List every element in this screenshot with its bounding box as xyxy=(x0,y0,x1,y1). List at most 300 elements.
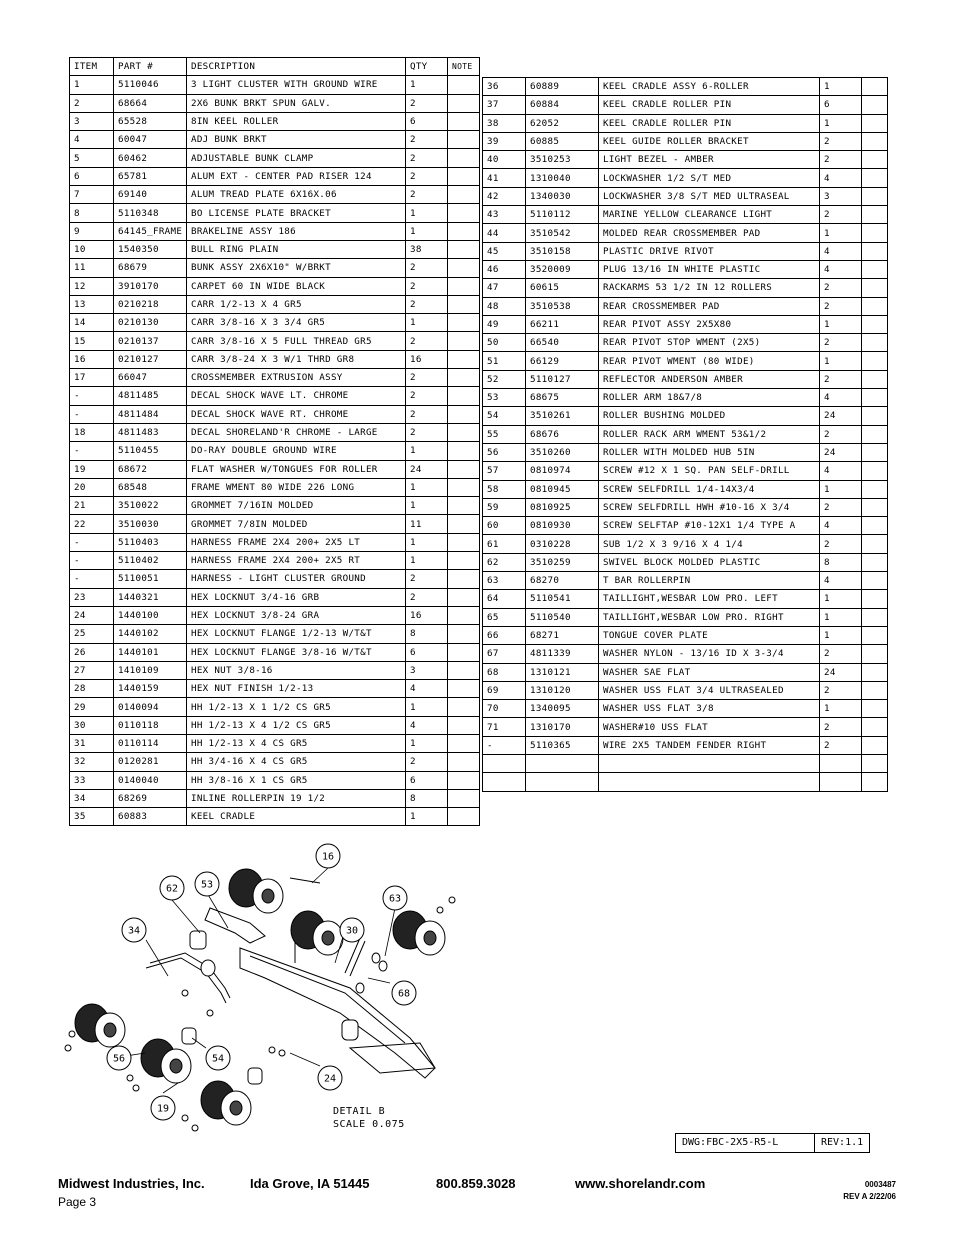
note-cell xyxy=(448,204,480,222)
detail-title: DETAIL B xyxy=(333,1106,386,1117)
item-cell: 12 xyxy=(70,277,114,295)
table-row xyxy=(483,370,888,388)
part-number-cell xyxy=(526,773,599,791)
part-number-cell: 66211 xyxy=(526,315,599,333)
qty-cell: 2 xyxy=(406,186,448,204)
note-cell xyxy=(862,389,888,407)
description-cell: TAILLIGHT,WESBAR LOW PRO. LEFT xyxy=(599,590,820,608)
note-cell xyxy=(448,405,480,423)
table-row xyxy=(70,570,480,588)
qty-cell: 8 xyxy=(406,789,448,807)
description-cell: CARR 3/8-16 X 5 FULL THREAD GR5 xyxy=(187,332,406,350)
part-number-cell: 68679 xyxy=(114,259,187,277)
description-cell: SCREW SELFDRILL HWH #10-16 X 3/4 xyxy=(599,498,820,516)
note-cell xyxy=(448,222,480,240)
table-header-row xyxy=(70,58,480,76)
company-name: Midwest Industries, Inc. xyxy=(58,1176,205,1191)
note-cell xyxy=(862,224,888,242)
item-cell: 45 xyxy=(483,242,526,260)
part-number-cell: 1410109 xyxy=(114,661,187,679)
note-cell xyxy=(448,149,480,167)
part-number-cell: 3510253 xyxy=(526,151,599,169)
qty-cell: 2 xyxy=(406,259,448,277)
qty-cell: 2 xyxy=(820,279,862,297)
note-cell xyxy=(448,808,480,826)
part-number-cell: 68676 xyxy=(526,425,599,443)
qty-cell: 1 xyxy=(820,480,862,498)
item-cell: 67 xyxy=(483,645,526,663)
qty-cell: 2 xyxy=(820,334,862,352)
description-cell: SUB 1/2 X 3 9/16 X 4 1/4 xyxy=(599,535,820,553)
item-cell: 25 xyxy=(70,625,114,643)
item-cell: 36 xyxy=(483,78,526,96)
table-row xyxy=(70,552,480,570)
description-cell: REAR PIVOT WMENT (80 WIDE) xyxy=(599,352,820,370)
item-cell: 35 xyxy=(70,808,114,826)
note-cell xyxy=(448,515,480,533)
description-cell: DECAL SHORELAND'R CHROME - LARGE xyxy=(187,423,406,441)
note-cell xyxy=(448,167,480,185)
note-cell xyxy=(448,789,480,807)
table-row xyxy=(483,352,888,370)
qty-cell: 3 xyxy=(406,661,448,679)
item-cell: 70 xyxy=(483,700,526,718)
table-row xyxy=(483,517,888,535)
note-cell xyxy=(448,478,480,496)
note-cell xyxy=(862,718,888,736)
part-number-cell: 0110114 xyxy=(114,734,187,752)
table-row xyxy=(70,478,480,496)
description-cell: ROLLER ARM 18&7/8 xyxy=(599,389,820,407)
note-cell xyxy=(862,352,888,370)
qty-cell: 2 xyxy=(406,588,448,606)
item-cell: 69 xyxy=(483,681,526,699)
note-cell xyxy=(448,716,480,734)
table-row xyxy=(483,700,888,718)
part-number-cell: 0140094 xyxy=(114,698,187,716)
part-number-cell: 3510022 xyxy=(114,497,187,515)
table-row xyxy=(70,661,480,679)
table-row xyxy=(483,242,888,260)
table-row xyxy=(70,350,480,368)
note-cell xyxy=(448,259,480,277)
description-cell: WASHER#10 USS FLAT xyxy=(599,718,820,736)
note-cell xyxy=(862,480,888,498)
item-cell: 60 xyxy=(483,517,526,535)
qty-cell: 2 xyxy=(406,167,448,185)
table-row xyxy=(483,754,888,772)
callout-label: 19 xyxy=(156,1103,170,1115)
item-cell: 7 xyxy=(70,186,114,204)
description-cell: KEEL CRADLE xyxy=(187,808,406,826)
part-number-cell: 60885 xyxy=(526,132,599,150)
callout-label: 56 xyxy=(112,1053,126,1065)
note-cell xyxy=(862,462,888,480)
keel-cradle-shape xyxy=(350,1043,435,1073)
part-number-cell: 1340095 xyxy=(526,700,599,718)
table-row xyxy=(70,734,480,752)
note-cell xyxy=(448,698,480,716)
description-cell: REAR PIVOT STOP WMENT (2X5) xyxy=(599,334,820,352)
part-number-cell: 69140 xyxy=(114,186,187,204)
item-cell: 39 xyxy=(483,132,526,150)
qty-cell: 2 xyxy=(820,718,862,736)
table-row xyxy=(483,681,888,699)
description-cell xyxy=(599,773,820,791)
description-cell: HARNESS FRAME 2X4 200+ 2X5 LT xyxy=(187,533,406,551)
swivel-block-shape xyxy=(190,931,206,949)
description-cell: ROLLER WITH MOLDED HUB 5IN xyxy=(599,443,820,461)
part-number-cell: 3510538 xyxy=(526,297,599,315)
table-row xyxy=(70,771,480,789)
roller-icon xyxy=(75,1004,125,1047)
qty-cell: 1 xyxy=(406,698,448,716)
note-cell xyxy=(448,680,480,698)
callout-bubble xyxy=(122,918,146,942)
part-number-cell: 0810930 xyxy=(526,517,599,535)
table-row xyxy=(483,553,888,571)
note-cell xyxy=(448,753,480,771)
callout-bubble xyxy=(107,1046,131,1070)
note-cell xyxy=(862,443,888,461)
part-number-cell: 4811485 xyxy=(114,387,187,405)
description-cell: REAR PIVOT ASSY 2X5X80 xyxy=(599,315,820,333)
callout-bubble xyxy=(151,1096,175,1120)
qty-cell: 4 xyxy=(406,716,448,734)
qty-cell: 1 xyxy=(820,114,862,132)
note-cell xyxy=(862,206,888,224)
note-cell xyxy=(862,663,888,681)
item-cell: 13 xyxy=(70,295,114,313)
table-row xyxy=(483,206,888,224)
item-cell: 18 xyxy=(70,423,114,441)
description-cell: ALUM EXT - CENTER PAD RISER 124 xyxy=(187,167,406,185)
description-cell: SCREW #12 X 1 SQ. PAN SELF-DRILL xyxy=(599,462,820,480)
item-cell: 62 xyxy=(483,553,526,571)
qty-cell: 2 xyxy=(406,332,448,350)
item-cell: 71 xyxy=(483,718,526,736)
description-cell: WASHER USS FLAT 3/8 xyxy=(599,700,820,718)
note-cell xyxy=(448,387,480,405)
table-row xyxy=(70,369,480,387)
note-cell xyxy=(862,279,888,297)
description-cell: GROMMET 7/16IN MOLDED xyxy=(187,497,406,515)
item-cell: 3 xyxy=(70,112,114,130)
document-number: 0003487 xyxy=(864,1180,896,1189)
note-cell xyxy=(862,681,888,699)
qty-cell: 4 xyxy=(820,462,862,480)
description-cell: MARINE YELLOW CLEARANCE LIGHT xyxy=(599,206,820,224)
note-cell xyxy=(448,112,480,130)
description-cell xyxy=(599,754,820,772)
part-number-cell: 5110051 xyxy=(114,570,187,588)
part-number-cell: 68664 xyxy=(114,94,187,112)
qty-cell: 2 xyxy=(406,753,448,771)
table-row xyxy=(483,498,888,516)
qty-cell: 2 xyxy=(820,645,862,663)
description-cell: HEX LOCKNUT 3/8-24 GRA xyxy=(187,606,406,624)
part-number-cell: 0210130 xyxy=(114,314,187,332)
note-cell xyxy=(448,186,480,204)
part-number-cell: 60462 xyxy=(114,149,187,167)
part-number-cell: 0810925 xyxy=(526,498,599,516)
qty-cell: 1 xyxy=(820,352,862,370)
table-row xyxy=(70,76,480,94)
callout-bubble xyxy=(316,844,340,868)
qty-cell: 2 xyxy=(820,206,862,224)
note-cell xyxy=(862,334,888,352)
item-cell: 9 xyxy=(70,222,114,240)
description-cell: CROSSMEMBER EXTRUSION ASSY xyxy=(187,369,406,387)
note-cell xyxy=(862,553,888,571)
column-header: PART # xyxy=(114,58,187,76)
table-row xyxy=(70,112,480,130)
qty-cell: 1 xyxy=(406,808,448,826)
table-row xyxy=(70,753,480,771)
table-row xyxy=(70,533,480,551)
qty-cell: 8 xyxy=(406,625,448,643)
qty-cell: 8 xyxy=(820,553,862,571)
description-cell: LOCKWASHER 1/2 S/T MED xyxy=(599,169,820,187)
part-number-cell: 60615 xyxy=(526,279,599,297)
table-row xyxy=(483,645,888,663)
note-cell xyxy=(862,498,888,516)
note-cell xyxy=(448,497,480,515)
table-row xyxy=(483,736,888,754)
item-cell: 41 xyxy=(483,169,526,187)
table-row xyxy=(483,224,888,242)
description-cell: BULL RING PLAIN xyxy=(187,240,406,258)
item-cell: 11 xyxy=(70,259,114,277)
company-location: Ida Grove, IA 51445 xyxy=(250,1176,370,1191)
table-row xyxy=(483,718,888,736)
part-number-cell: 0210127 xyxy=(114,350,187,368)
description-cell: SCREW SELFDRILL 1/4-14X3/4 xyxy=(599,480,820,498)
part-number-cell xyxy=(526,754,599,772)
qty-cell: 6 xyxy=(406,643,448,661)
part-number-cell: 60047 xyxy=(114,131,187,149)
qty-cell: 1 xyxy=(820,224,862,242)
description-cell: WASHER NYLON - 13/16 ID X 3-3/4 xyxy=(599,645,820,663)
description-cell: LOCKWASHER 3/8 S/T MED ULTRASEAL xyxy=(599,187,820,205)
item-cell: 53 xyxy=(483,389,526,407)
qty-cell xyxy=(820,773,862,791)
table-row xyxy=(483,663,888,681)
note-cell xyxy=(862,425,888,443)
callout-bubble xyxy=(318,1066,342,1090)
item-cell: 10 xyxy=(70,240,114,258)
description-cell: HARNESS FRAME 2X4 200+ 2X5 RT xyxy=(187,552,406,570)
part-number-cell: 1340030 xyxy=(526,187,599,205)
qty-cell: 2 xyxy=(406,405,448,423)
note-cell xyxy=(448,734,480,752)
description-cell: HH 3/8-16 X 1 CS GR5 xyxy=(187,771,406,789)
part-number-cell: 1440100 xyxy=(114,606,187,624)
note-cell xyxy=(862,242,888,260)
note-cell xyxy=(448,369,480,387)
description-cell: ADJ BUNK BRKT xyxy=(187,131,406,149)
callout-label: 30 xyxy=(345,925,359,937)
item-cell: 51 xyxy=(483,352,526,370)
part-number-cell: 3510260 xyxy=(526,443,599,461)
part-number-cell: 1310121 xyxy=(526,663,599,681)
part-number-cell: 3510261 xyxy=(526,407,599,425)
note-cell xyxy=(862,535,888,553)
qty-cell: 24 xyxy=(406,460,448,478)
description-cell: 8IN KEEL ROLLER xyxy=(187,112,406,130)
table-row xyxy=(70,259,480,277)
qty-cell: 2 xyxy=(406,369,448,387)
note-cell xyxy=(862,590,888,608)
description-cell: DECAL SHOCK WAVE RT. CHROME xyxy=(187,405,406,423)
item-cell: 8 xyxy=(70,204,114,222)
qty-cell: 1 xyxy=(820,608,862,626)
qty-cell: 2 xyxy=(820,425,862,443)
description-cell: HH 1/2-13 X 1 1/2 CS GR5 xyxy=(187,698,406,716)
detail-label xyxy=(333,1105,405,1131)
table-row xyxy=(70,332,480,350)
item-cell: 33 xyxy=(70,771,114,789)
description-cell: SWIVEL BLOCK MOLDED PLASTIC xyxy=(599,553,820,571)
part-number-cell: 68270 xyxy=(526,572,599,590)
qty-cell: 1 xyxy=(820,315,862,333)
description-cell: 2X6 BUNK BRKT SPUN GALV. xyxy=(187,94,406,112)
table-row xyxy=(483,297,888,315)
note-cell xyxy=(448,533,480,551)
table-row xyxy=(483,626,888,644)
table-row xyxy=(70,698,480,716)
qty-cell: 2 xyxy=(406,94,448,112)
table-row xyxy=(483,279,888,297)
part-number-cell: 66129 xyxy=(526,352,599,370)
table-row xyxy=(483,535,888,553)
note-cell xyxy=(448,423,480,441)
callout-label: 62 xyxy=(165,883,179,895)
detail-scale: SCALE 0.075 xyxy=(333,1119,405,1130)
note-cell xyxy=(448,314,480,332)
note-cell xyxy=(862,260,888,278)
part-number-cell: 1310170 xyxy=(526,718,599,736)
item-cell: 27 xyxy=(70,661,114,679)
item-cell: 28 xyxy=(70,680,114,698)
note-cell xyxy=(862,297,888,315)
description-cell: 3 LIGHT CLUSTER WITH GROUND WIRE xyxy=(187,76,406,94)
part-number-cell: 60889 xyxy=(526,78,599,96)
description-cell: GROMMET 7/8IN MOLDED xyxy=(187,515,406,533)
part-number-cell: 0210137 xyxy=(114,332,187,350)
note-cell xyxy=(448,588,480,606)
qty-cell: 2 xyxy=(406,423,448,441)
part-number-cell: 0110118 xyxy=(114,716,187,734)
table-row xyxy=(70,149,480,167)
item-cell: 24 xyxy=(70,606,114,624)
table-row xyxy=(70,277,480,295)
table-row xyxy=(483,462,888,480)
qty-cell: 2 xyxy=(406,387,448,405)
qty-cell: 1 xyxy=(820,78,862,96)
note-cell xyxy=(862,736,888,754)
table-row xyxy=(483,425,888,443)
inline-rollerpin-shape xyxy=(150,953,230,998)
item-cell: 65 xyxy=(483,608,526,626)
part-number-cell: 65781 xyxy=(114,167,187,185)
roller-icon xyxy=(229,869,283,913)
note-cell xyxy=(448,94,480,112)
part-number-cell: 1540350 xyxy=(114,240,187,258)
item-cell: - xyxy=(70,552,114,570)
item-cell: 15 xyxy=(70,332,114,350)
note-cell xyxy=(862,572,888,590)
table-row xyxy=(70,222,480,240)
description-cell: CARPET 60 IN WIDE BLACK xyxy=(187,277,406,295)
item-cell: 54 xyxy=(483,407,526,425)
qty-cell: 4 xyxy=(820,389,862,407)
qty-cell: 11 xyxy=(406,515,448,533)
item-cell: 22 xyxy=(70,515,114,533)
qty-cell: 2 xyxy=(820,132,862,150)
note-cell xyxy=(862,626,888,644)
column-header: DESCRIPTION xyxy=(187,58,406,76)
description-cell: HEX LOCKNUT FLANGE 3/8-16 W/T&T xyxy=(187,643,406,661)
part-number-cell: 64145_FRAME xyxy=(114,222,187,240)
item-cell: 2 xyxy=(70,94,114,112)
item-cell: 49 xyxy=(483,315,526,333)
qty-cell: 2 xyxy=(406,295,448,313)
description-cell: BUNK ASSY 2X6X10" W/BRKT xyxy=(187,259,406,277)
qty-cell: 1 xyxy=(820,700,862,718)
part-number-cell: 66540 xyxy=(526,334,599,352)
description-cell: BO LICENSE PLATE BRACKET xyxy=(187,204,406,222)
part-number-cell: 3510259 xyxy=(526,553,599,571)
description-cell: KEEL CRADLE ASSY 6-ROLLER xyxy=(599,78,820,96)
item-cell: 42 xyxy=(483,187,526,205)
table-row xyxy=(483,608,888,626)
column-header: QTY xyxy=(406,58,448,76)
part-number-cell: 68548 xyxy=(114,478,187,496)
qty-cell: 2 xyxy=(820,736,862,754)
item-cell: 6 xyxy=(70,167,114,185)
part-number-cell: 68271 xyxy=(526,626,599,644)
roller-icon xyxy=(291,911,343,955)
part-number-cell: 60884 xyxy=(526,96,599,114)
item-cell: - xyxy=(70,442,114,460)
description-cell: HEX NUT 3/8-16 xyxy=(187,661,406,679)
note-cell xyxy=(448,442,480,460)
part-number-cell: 65528 xyxy=(114,112,187,130)
qty-cell: 4 xyxy=(820,242,862,260)
callout-bubble xyxy=(383,886,407,910)
column-header: NOTE xyxy=(448,58,480,76)
qty-cell: 2 xyxy=(820,681,862,699)
qty-cell: 6 xyxy=(820,96,862,114)
part-number-cell: 0210218 xyxy=(114,295,187,313)
part-number-cell: 1440102 xyxy=(114,625,187,643)
table-row xyxy=(70,405,480,423)
description-cell: KEEL CRADLE ROLLER PIN xyxy=(599,114,820,132)
table-row xyxy=(70,240,480,258)
callout-label: 54 xyxy=(211,1053,225,1065)
table-row xyxy=(70,460,480,478)
part-number-cell: 1310040 xyxy=(526,169,599,187)
table-row xyxy=(483,315,888,333)
description-cell: LIGHT BEZEL - AMBER xyxy=(599,151,820,169)
qty-cell: 1 xyxy=(406,497,448,515)
part-number-cell: 4811484 xyxy=(114,405,187,423)
note-cell xyxy=(448,76,480,94)
parts-list-table-right xyxy=(482,77,888,792)
qty-cell: 3 xyxy=(820,187,862,205)
item-cell: 23 xyxy=(70,588,114,606)
